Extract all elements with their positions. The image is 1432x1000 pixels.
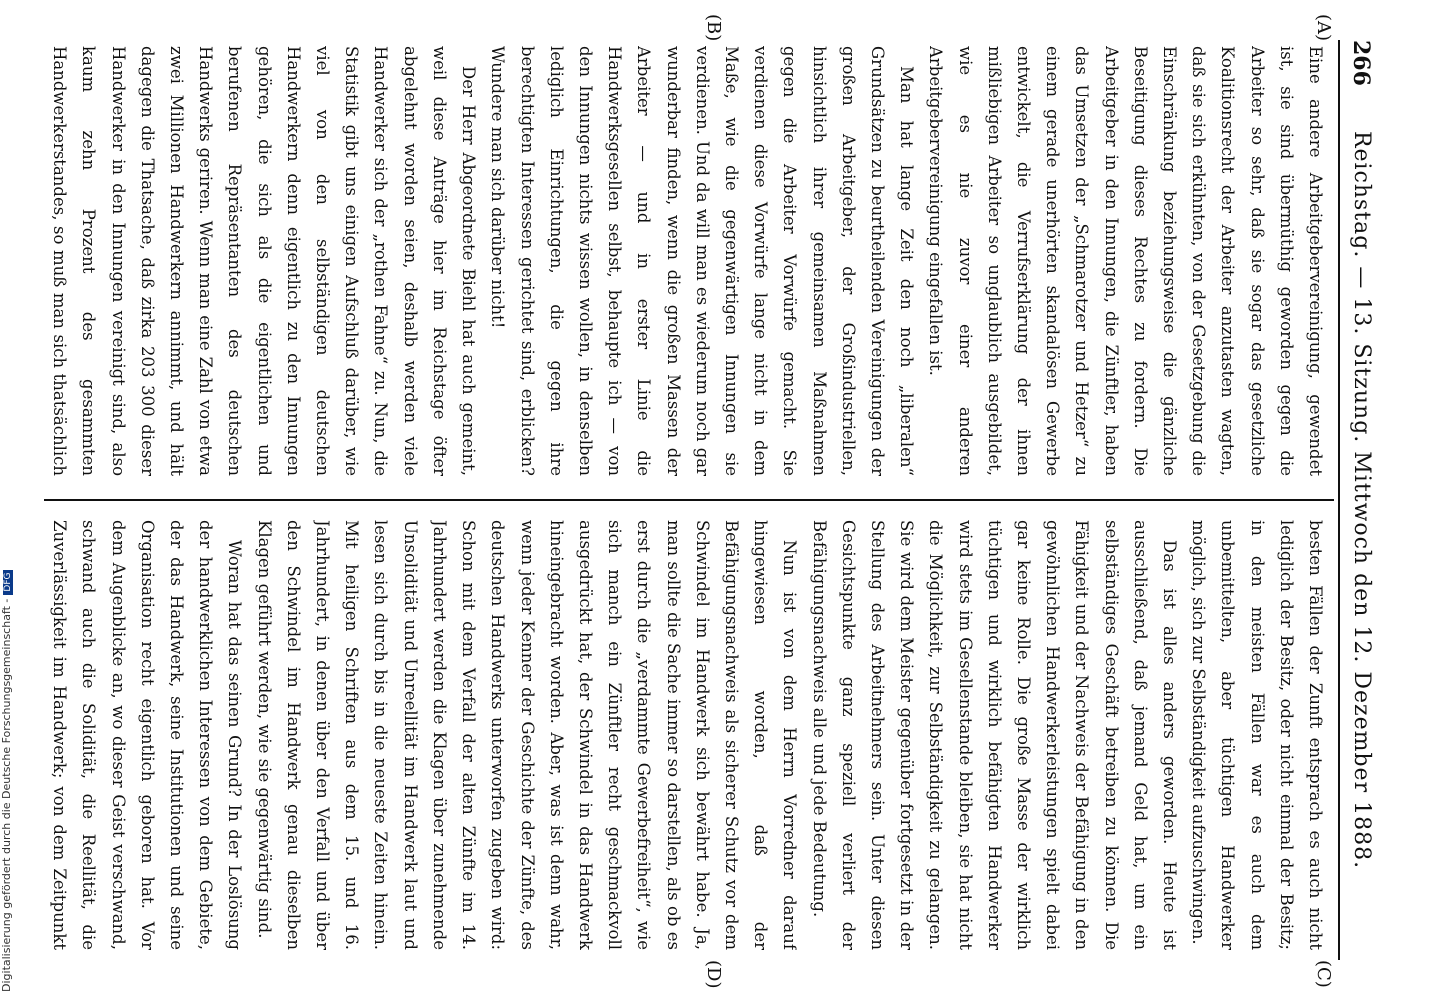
paragraph: Man hat lange Zeit den noch „liberalen“ Grundsätzen zu beurtheilenden Vereinigungen der großen Arbeitgeber, der Großindustriellen, hinsichtlich ihrer gemeinsamen Maßnahmen gegen die Arbeiter Vorwürfe gemacht. Sie verdienen diese Vorwürfe lange nicht in dem Maße, wie die gegenwärtigen Innungen sie verdienen. Und da will man es wiederum noch gar wunderbar finden, wenn die großen Massen der Arbeiter — und in erster Linie die Handwerksgesellen selbst, behaupte ich — von den Innungen nichts wissen wollen, in denselben lediglich Einrichtungen, die gegen ihre berechtigten Interessen gerichtet sind, erblicken? Wundere man sich darüber nicht! xyxy=(488,46,917,476)
paragraph: Nun ist von dem Herrn Vorredner darauf hingewiesen worden, daß der Befähigungsnachweis als sicherer Schutz vor dem Schwindel im Handwerk sich bewährt habe. Ja, man sollte die Sache immer so darstellen, als ob es erst durch die „verdammte Gewerbefreiheit“, wie sich manch ein Zünftler recht geschmackvoll ausgedrückt hat, der Schwindel in das Handwerk hineingebracht worden. Aber, was ist denn wahr, wenn jeder Kenner der Geschichte der Zünfte, des deutschen Handwerks unterworfen zugeben wird: Schon mit dem Verfall der alten Zünfte im 14. Jahrhundert werden die Klagen über zunehmende Unsolidität und Unreellität im Handwerk laut und lesen sich durch bis in die neueste Zeiten hinein. Mit heiligen Schriften aus dem 15. und 16. Jahrhundert, in denen über den Verfall und über den Schwindel im Handwerk genau dieselben Klagen geführt werden, wie sie gegenwärtig sind. xyxy=(254,520,800,950)
margin-marker-b: (B) xyxy=(703,14,724,42)
funding-strip xyxy=(0,0,14,1000)
page-number: 266 xyxy=(1348,40,1374,86)
header-rule xyxy=(1338,40,1340,960)
page-title: Reichstag. — 13. Sitzung. Mittwoch den 12. Dezember 1888. xyxy=(1349,130,1374,870)
paragraph: Eine andere Arbeitgebervereinigung, gewendet ist, sie sind übermüthig geworden gegen die Arbeiter so sehr, daß sie sogar das gesetzliche Koalitionsrecht der Arbeiter anzutasten wagten, daß sie sich erkühnten, von der Gesetzgebung die Einschränkung beziehungsweise die gänzliche Beseitigung dieses Rechtes zu fordern. Die Arbeitgeber in den Innungen, die Zünftler, haben das Umsetzen der „Schmarotzer und Hetzer“ zu einem gerade unerhörten skandalösen Gewerbe entwickelt, die Verrufserklärung der ihnen mißliebigen Arbeiter so unglaublich ausgebildet, wie es nie zuvor einer anderen Arbeitgebervereinigung eingefallen ist. xyxy=(926,46,1325,476)
right-column xyxy=(50,520,1330,950)
margin-marker-a: (A) xyxy=(1313,14,1334,42)
column-divider xyxy=(44,499,1334,501)
funding-text: Digitalisierung gefördert durch die Deutsche Forschungsgemeinschaft - xyxy=(0,598,13,992)
margin-marker-d: (D) xyxy=(703,960,724,989)
paragraph: Der Herr Abgeordnete Biehl hat auch gemeint, weil diese Anträge hier im Reichstage öfter abgelehnt worden seien, deshalb werden viele Handwerker sich der „rothen Fahne“ zu. Nun, die Statistik gibt uns einigen Aufschluß darüber, wie viel von den selbständigen deutschen Handwerkern denn eigentlich zu den Innungen gehören, die sich als die eigentlichen und berufenen Repräsentanten des deutschen Handwerks geriren. Wenn man eine Zahl von etwa zwei Millionen Handwerkern annimmt, und hält dagegen die Thatsache, daß zirka 203 300 dieser Handwerker in den Innungen vereinigt sind, also kaum zehn Prozent des gesammten Handwerkerstandes, so muß man sich thatsächlich xyxy=(50,46,479,476)
left-column xyxy=(50,46,1330,476)
page-header xyxy=(1338,40,1374,960)
paragraph: besten Fällen der Zunft entsprach es auch nicht lediglich der Besitz, oder nicht einmal der Besitz; in den meisten Fällen war es auch dem unbemittelten, aber tüchtigen Handwerker möglich, sich zur Selbständigkeit aufzuschwingen. xyxy=(1189,520,1325,950)
document-page xyxy=(14,0,1414,1000)
funding-notice xyxy=(0,2,14,992)
dfg-logo-icon: DFG xyxy=(3,570,13,595)
paragraph: Das ist alles anders geworden. Heute ist ausschließend, daß jemand Geld hat, um ein selbständiges Geschäft betreiben zu können. Die Fähigkeit und der Nachweis der Befähigung in den gewöhnlichen Handwerkerleistungen spielt dabei gar keine Rolle. Die große Masse der wirklich tüchtigen und wirklich befähigten Handwerker wird stets im Gesellenstande bleiben, sie hat nicht die Möglichkeit, zur Selbständigkeit zu gelangen. Sie wird dem Meister gegenüber fortgesetzt in der Stellung des Arbeitnehmers sein. Unter diesen Gesichtspunkte ganz speziell verliert der Befähigungsnachweis alle und jede Bedeutung. xyxy=(809,520,1179,950)
paragraph: Woran hat das seinen Grund? In der Loslösung der handwerklichen Interessen von dem Gebiete, der das Handwerk, seine Institutionen und seine Organisation recht eigentlich geboren hat. Vor dem Augenblicke an, wo dieser Geist verschwand, schwand auch die Solidität, die Reellität, die Zuverlässigkeit im Handwerk; von dem Zeitpunkt xyxy=(50,520,245,950)
margin-marker-c: (C) xyxy=(1313,960,1334,988)
